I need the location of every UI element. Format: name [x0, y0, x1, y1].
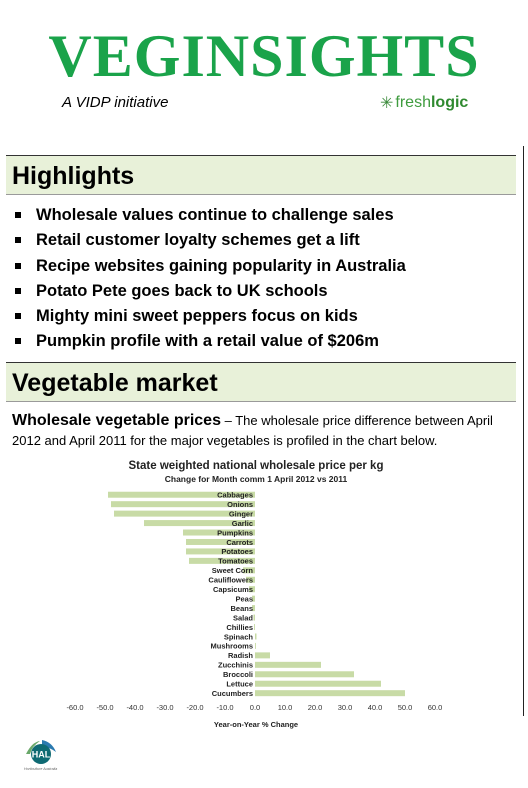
highlights-list [12, 203, 406, 355]
category-label: Carrots [226, 537, 253, 547]
sunburst-icon: ✳ [380, 95, 394, 112]
paragraph-body: – The wholesale price difference between April 2012 and April 2011 for the major vegetables is profiled in the chart below. [12, 413, 493, 448]
category-label: Radish [227, 651, 253, 661]
x-tick-label: -50.0 [96, 702, 114, 712]
category-label: Cabbages [217, 490, 253, 500]
bullet-icon [15, 263, 21, 269]
category-label: Chillies [226, 622, 253, 632]
x-tick-label: 20.0 [307, 702, 323, 712]
highlights-heading: Highlights [6, 155, 516, 195]
x-tick-label: -30.0 [156, 702, 174, 712]
chart-subtitle: Change for Month comm 1 April 2012 vs 2011 [164, 474, 348, 484]
bullet-icon [15, 288, 21, 294]
x-tick-label: 30.0 [337, 702, 353, 712]
bullet-icon [15, 338, 21, 344]
x-tick-label: 50.0 [397, 702, 413, 712]
page-title: VEGINSIGHTS [48, 23, 480, 89]
bar-lettuce [255, 681, 381, 687]
bar-broccoli [255, 671, 354, 677]
logo-part-logic: logic [430, 94, 469, 111]
wholesale-price-chart [56, 455, 456, 740]
category-label: Broccoli [222, 670, 253, 680]
category-label: Peas [235, 594, 253, 604]
category-label: Sweet Corn [211, 566, 253, 576]
x-tick-label: 10.0 [277, 702, 293, 712]
x-tick-label: -20.0 [186, 702, 204, 712]
category-label: Pumpkins [217, 528, 253, 538]
category-label: Capsicums [212, 585, 253, 595]
hal-logo-text: HAL [31, 749, 51, 760]
bullet-icon [15, 212, 21, 218]
category-label: Onions [227, 499, 253, 509]
column-divider [523, 146, 524, 716]
highlight-item: Recipe websites gaining popularity in Australia [12, 254, 406, 279]
x-tick-label: 40.0 [367, 702, 383, 712]
bar-cucumbers [255, 690, 405, 696]
vegetable-market-heading: Vegetable market [6, 362, 516, 402]
bar-salad [254, 615, 256, 621]
bar-radish [255, 652, 270, 658]
category-label: Spinach [223, 632, 253, 642]
hal-logo-caption: Horticulture Australia [24, 767, 58, 771]
bullet-icon [15, 237, 21, 243]
category-label: Garlic [231, 518, 253, 528]
paragraph-lead: Wholesale vegetable prices [12, 412, 221, 429]
market-paragraph [12, 411, 502, 451]
highlight-item: Potato Pete goes back to UK schools [12, 279, 406, 304]
bar-mushrooms [255, 643, 256, 649]
highlight-item: Mighty mini sweet peppers focus on kids [12, 304, 406, 329]
bar-spinach [255, 633, 257, 639]
chart-title: State weighted national wholesale price per kg [128, 460, 384, 472]
category-label: Cucumbers [211, 688, 253, 698]
highlight-item: Retail customer loyalty schemes get a lift [12, 228, 406, 253]
x-tick-label: 60.0 [427, 702, 443, 712]
bar-zucchinis [255, 662, 321, 668]
bullet-icon [15, 313, 21, 319]
highlight-item: Wholesale values continue to challenge sales [12, 203, 406, 228]
logo-part-fresh: fresh [395, 94, 431, 111]
category-label: Tomatoes [218, 556, 253, 566]
category-label: Beans [230, 603, 253, 613]
x-axis-label: Year-on-Year % Change [213, 719, 299, 729]
category-label: Zucchinis [217, 660, 253, 670]
category-label: Mushrooms [210, 641, 253, 651]
freshlogic-logo [380, 93, 468, 113]
x-tick-label: -40.0 [126, 702, 144, 712]
category-label: Lettuce [226, 679, 253, 689]
x-tick-label: 0.0 [249, 702, 261, 712]
category-label: Potatoes [221, 547, 253, 557]
bar-chillies [254, 624, 255, 630]
x-tick-label: -10.0 [216, 702, 234, 712]
tagline: A VIDP initiative [62, 94, 169, 111]
hal-logo [22, 738, 62, 772]
category-label: Salad [232, 613, 253, 623]
highlight-item: Pumpkin profile with a retail value of $206m [12, 329, 406, 354]
category-label: Cauliflowers [208, 575, 253, 585]
category-label: Ginger [228, 509, 253, 519]
x-tick-label: -60.0 [66, 702, 84, 712]
